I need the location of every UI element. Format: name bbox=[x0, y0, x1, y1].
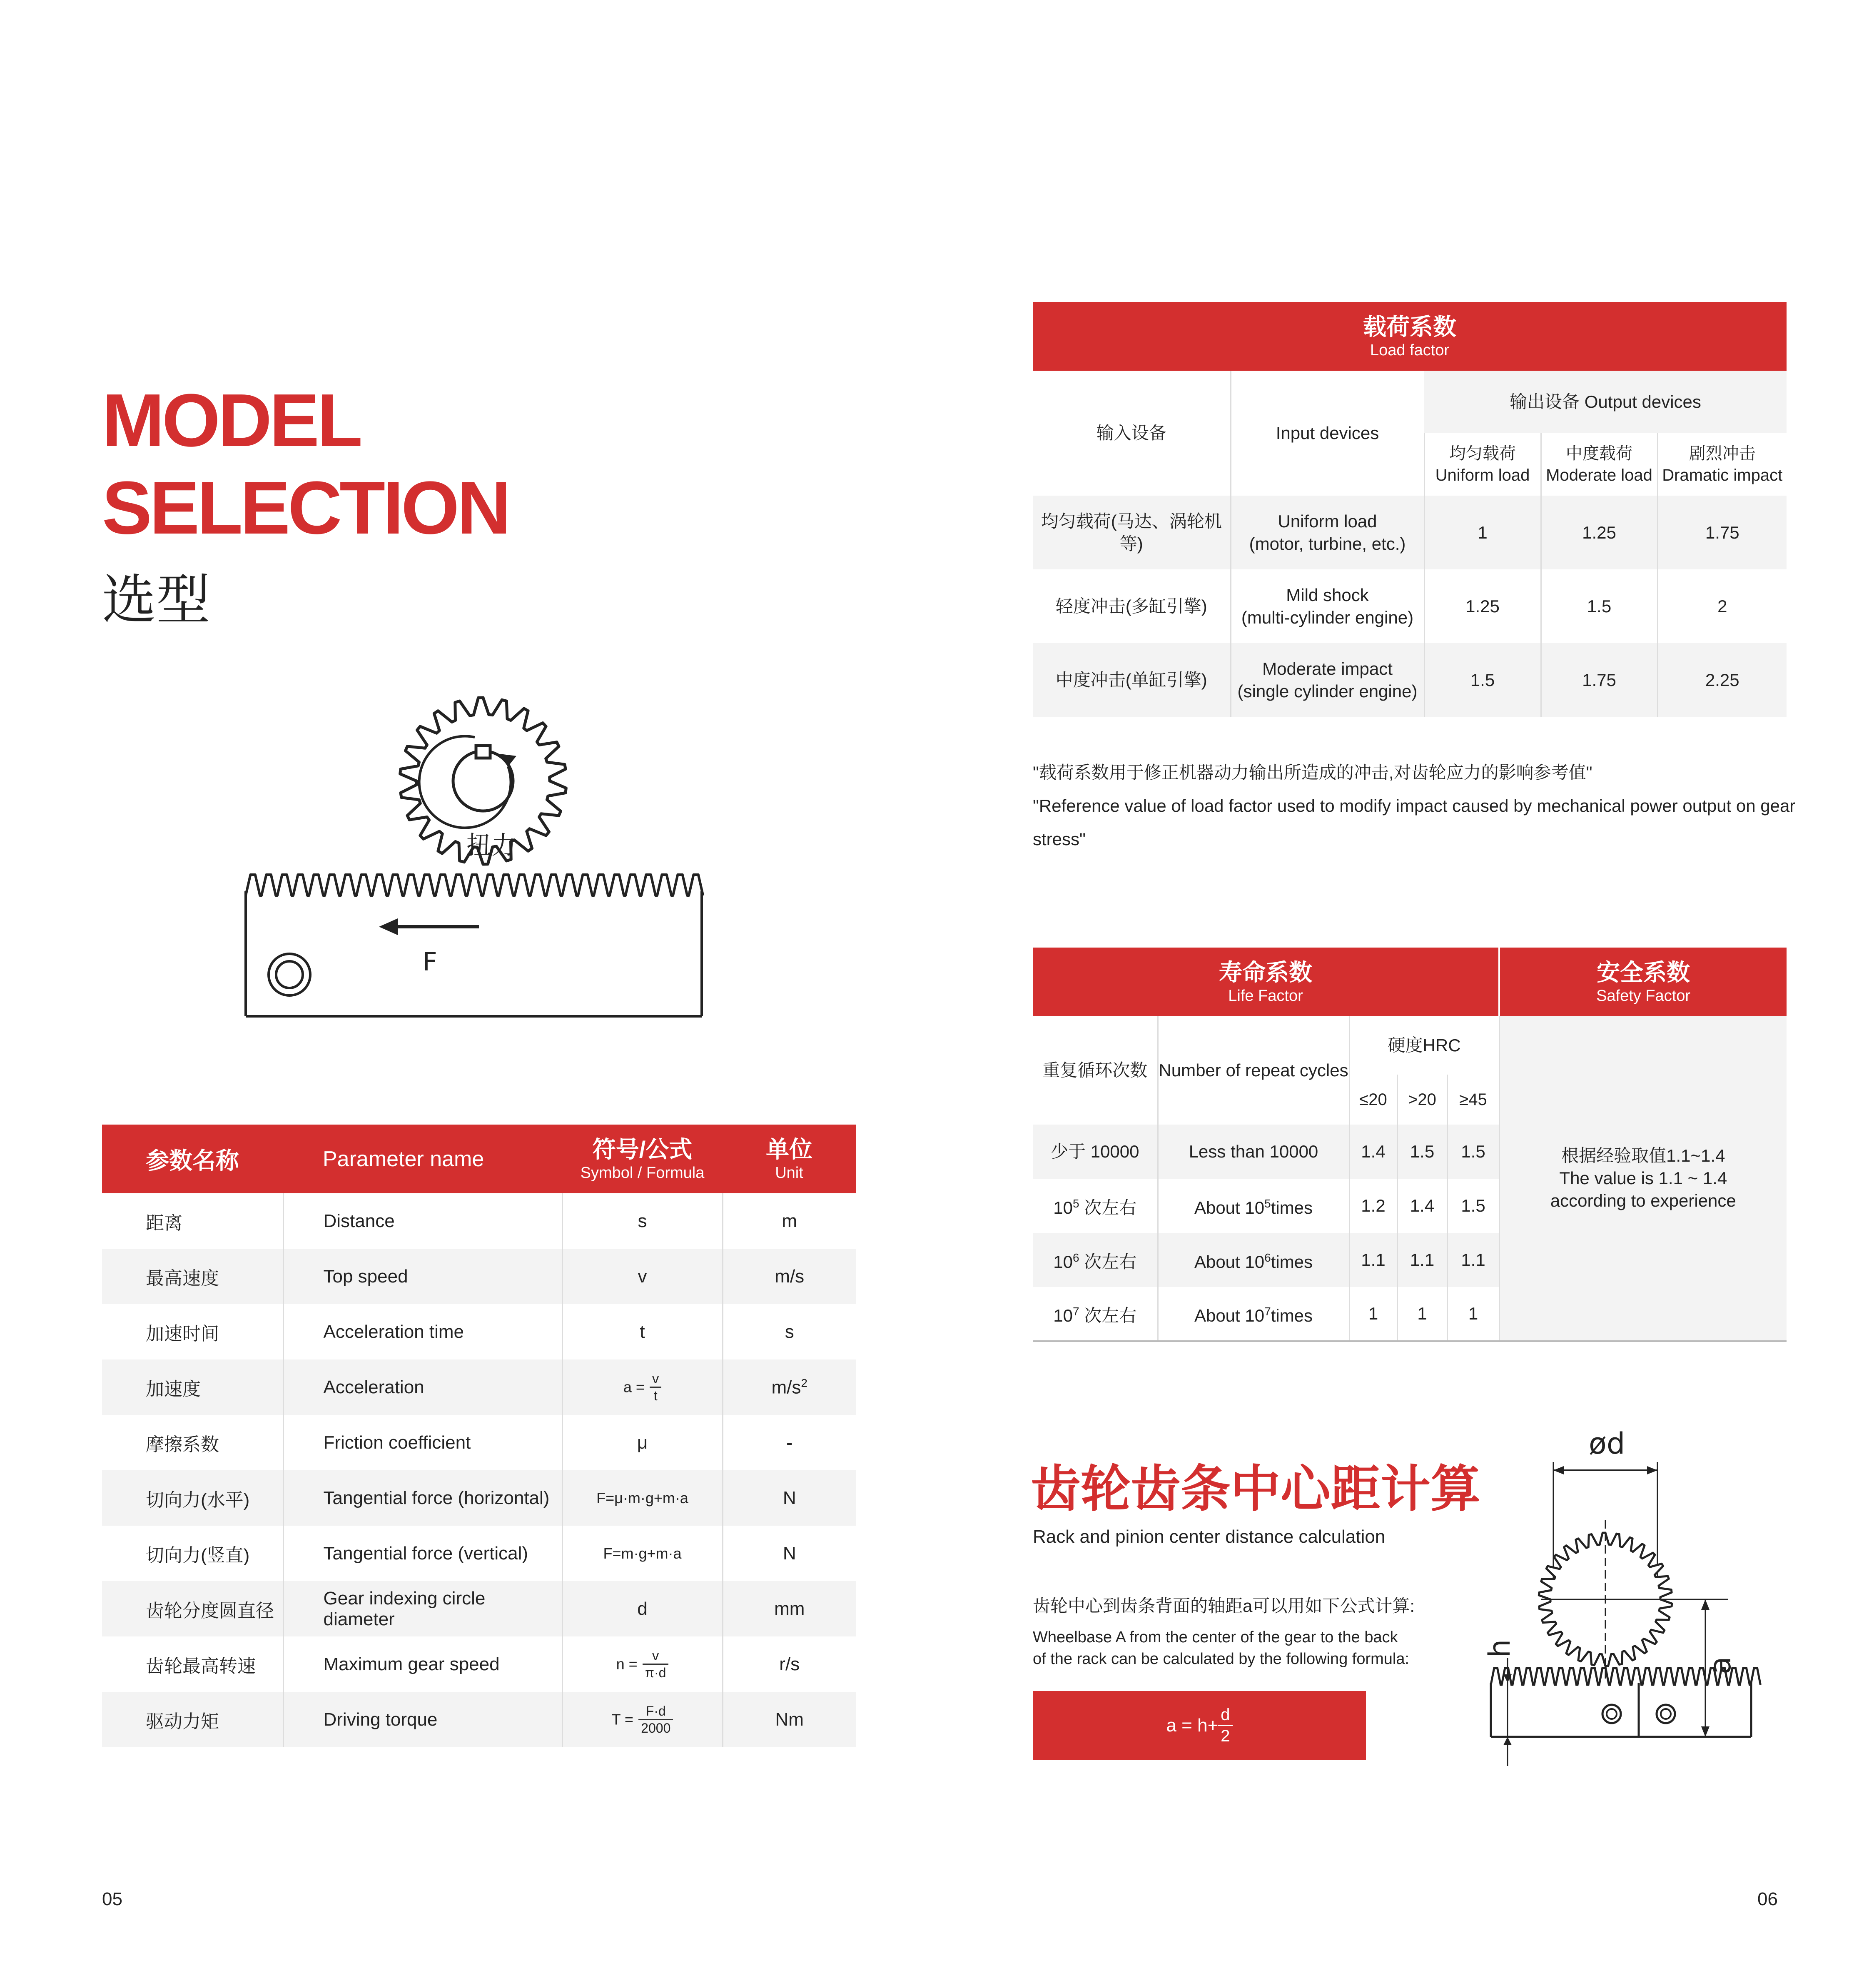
row-symbol: F=μ·m·g+m·a bbox=[562, 1470, 723, 1526]
center-distance-desc-cn: 齿轮中心到齿条背面的轴距a可以用如下公式计算: bbox=[1033, 1596, 1415, 1616]
title-selection: SELECTION bbox=[102, 466, 509, 550]
parameter-table bbox=[102, 1125, 856, 1747]
center-distance-title: 齿轮齿条中心距计算 bbox=[1031, 1461, 1480, 1517]
load-note-cn: "载荷系数用于修正机器动力输出所造成的冲击,对齿轮应力的影响参考值" bbox=[1033, 763, 1592, 782]
header-en-name: Parameter name bbox=[323, 1147, 484, 1171]
force-label: F bbox=[423, 948, 437, 977]
safety-factor-value: 根据经验取值1.1~1.4 The value is 1.1 ~ 1.4 according to experience bbox=[1499, 1016, 1787, 1341]
row-en: Tangential force (horizontal) bbox=[283, 1470, 562, 1526]
load-factor-table bbox=[1033, 302, 1787, 717]
row-cn: 最高速度 bbox=[102, 1249, 283, 1304]
table-row: 轻度冲击(多缸引擎) Mild shock (multi-cylinder engine) 1.25 1.5 2 bbox=[1033, 569, 1787, 643]
row-unit: r/s bbox=[723, 1636, 856, 1692]
page-number-left: 05 bbox=[102, 1889, 122, 1909]
title-cn: 选型 bbox=[102, 569, 211, 630]
row-symbol: n = $\frac{v}{\pi\cdot d}$ bbox=[562, 1636, 723, 1692]
row-en: Acceleration bbox=[283, 1359, 562, 1415]
table-row: $10^5$ 次左右 About $10^5times$ 1.2 1.4 1.5 bbox=[1033, 1179, 1787, 1233]
row-en: Friction coefficient bbox=[283, 1415, 562, 1470]
row-cn: 驱动力矩 bbox=[102, 1692, 283, 1747]
row-en: Maximum gear speed bbox=[283, 1636, 562, 1692]
table-row bbox=[102, 1359, 856, 1415]
header-unit-cn: 单位 bbox=[766, 1136, 812, 1162]
row-symbol: a = $\frac{v}{t}$ bbox=[562, 1359, 723, 1415]
row-symbol: v bbox=[562, 1249, 723, 1304]
col-dramatic-en: Dramatic impact bbox=[1662, 466, 1783, 484]
row-unit: Nm bbox=[723, 1692, 856, 1747]
hardness-col: >20 bbox=[1397, 1075, 1447, 1125]
table-row bbox=[102, 1692, 856, 1747]
col-moderate-cn: 中度载荷 bbox=[1566, 444, 1632, 463]
row-cn: 加速度 bbox=[102, 1359, 283, 1415]
row-en: Top speed bbox=[283, 1249, 562, 1304]
center-distance-diagram bbox=[1483, 1424, 1770, 1770]
row-unit: N bbox=[723, 1470, 856, 1526]
table-row bbox=[102, 1193, 856, 1249]
row-cn: 距离 bbox=[146, 1212, 182, 1233]
header-unit-en: Unit bbox=[775, 1164, 803, 1182]
row-en: Driving torque bbox=[283, 1692, 562, 1747]
center-distance-subtitle: Rack and pinion center distance calculation bbox=[1033, 1527, 1386, 1547]
row-en: Acceleration time bbox=[283, 1304, 562, 1359]
row-unit: - bbox=[723, 1415, 856, 1470]
safety-title-cn: 安全系数 bbox=[1597, 959, 1690, 985]
table-row bbox=[102, 1581, 856, 1636]
header-cn-name: 参数名称 bbox=[146, 1147, 239, 1174]
table-row bbox=[102, 1636, 856, 1692]
repeat-cycles-cn: 重复循环次数 bbox=[1042, 1060, 1148, 1080]
row-en: Distance bbox=[283, 1193, 562, 1249]
row-cn: 加速时间 bbox=[146, 1323, 219, 1344]
safety-title-en: Safety Factor bbox=[1596, 987, 1691, 1005]
row-cn: 齿轮分度圆直径 bbox=[102, 1581, 283, 1636]
row-symbol: t bbox=[562, 1304, 723, 1359]
hardness-col: ≤20 bbox=[1349, 1075, 1397, 1125]
row-unit: m bbox=[723, 1193, 856, 1249]
col-moderate-en: Moderate load bbox=[1546, 466, 1652, 484]
row-en: Gear indexing circle diameter bbox=[283, 1581, 562, 1636]
page-number-right: 06 bbox=[1757, 1889, 1778, 1909]
row-en: Tangential force (vertical) bbox=[283, 1526, 562, 1581]
table-row: 少于 10000 Less than 10000 1.4 1.5 1.5 bbox=[1033, 1125, 1787, 1179]
col-uniform-en: Uniform load bbox=[1435, 466, 1530, 484]
row-unit: N bbox=[723, 1526, 856, 1581]
row-symbol: d bbox=[562, 1581, 723, 1636]
diameter-label: ød bbox=[1589, 1427, 1625, 1461]
row-symbol: s bbox=[562, 1193, 723, 1249]
input-devices-cn: 输入设备 bbox=[1096, 423, 1166, 443]
gear-rack-illustration bbox=[242, 641, 708, 1025]
table-row bbox=[102, 1470, 856, 1526]
hardness-col: ≥45 bbox=[1447, 1075, 1499, 1125]
col-uniform-cn: 均匀载荷 bbox=[1449, 444, 1516, 463]
table-row bbox=[102, 1526, 856, 1581]
row-symbol: T = $\frac{F\cdot d}{2000}$ bbox=[562, 1692, 723, 1747]
table-row: $10^7$ 次左右 About $10^7times$ 1 1 1 bbox=[1033, 1287, 1787, 1341]
load-title-en: Load factor bbox=[1370, 341, 1450, 359]
row-symbol: μ bbox=[562, 1415, 723, 1470]
row-unit: $m/s^2$ bbox=[723, 1359, 856, 1415]
center-distance-desc-en: Wheelbase A from the center of the gear to the back of the rack can be calculated by the following formula: bbox=[1033, 1629, 1410, 1668]
input-devices-en: Input devices bbox=[1231, 371, 1424, 496]
load-note bbox=[1033, 756, 1824, 856]
table-row: 中度冲击(单缸引擎) Moderate impact (single cylinder engine) 1.5 1.75 2.25 bbox=[1033, 643, 1787, 717]
table-row bbox=[102, 1304, 856, 1359]
row-unit: mm bbox=[723, 1581, 856, 1636]
hardness-header: 硬度HRC bbox=[1349, 1016, 1499, 1075]
col-dramatic-cn: 剧烈冲击 bbox=[1689, 444, 1756, 463]
table-row: $10^6$ 次左右 About $10^6times$ 1.1 1.1 1.1 bbox=[1033, 1233, 1787, 1287]
row-unit: m/s bbox=[723, 1249, 856, 1304]
output-devices-header: 输出设备 Output devices bbox=[1424, 371, 1787, 433]
table-row: 均匀载荷(马达、涡轮机等) Uniform load (motor, turbine, etc.) 1 1.25 1.75 bbox=[1033, 496, 1787, 569]
life-title-en: Life Factor bbox=[1228, 987, 1303, 1005]
load-title-cn: 载荷系数 bbox=[1363, 313, 1456, 340]
h-label: h bbox=[1483, 1639, 1517, 1658]
header-symbol-en: Symbol / Formula bbox=[580, 1164, 705, 1182]
repeat-cycles-en: Number of repeat cycles bbox=[1158, 1016, 1349, 1125]
row-cn: 摩擦系数 bbox=[146, 1434, 219, 1455]
formula-box: a = h+ $\frac{d}{2}$ bbox=[1033, 1691, 1366, 1760]
row-unit: s bbox=[723, 1304, 856, 1359]
row-cn: 切向力(水平) bbox=[102, 1470, 283, 1526]
row-cn: 齿轮最高转速 bbox=[146, 1656, 256, 1676]
load-note-en: "Reference value of load factor used to modify impact caused by mechanical power output on gear stress" bbox=[1033, 796, 1796, 849]
life-factor-table bbox=[1033, 948, 1787, 1342]
table-row bbox=[102, 1249, 856, 1304]
torque-label: 扭力 bbox=[466, 831, 516, 860]
table-row bbox=[102, 1415, 856, 1470]
title-model: MODEL bbox=[102, 379, 360, 462]
row-cn: 切向力(竖直) bbox=[146, 1545, 250, 1566]
row-symbol: F=m·g+m·a bbox=[562, 1526, 723, 1581]
header-symbol-cn: 符号/公式 bbox=[592, 1136, 693, 1162]
a-label: a bbox=[1703, 1656, 1737, 1674]
life-title-cn: 寿命系数 bbox=[1219, 959, 1313, 985]
